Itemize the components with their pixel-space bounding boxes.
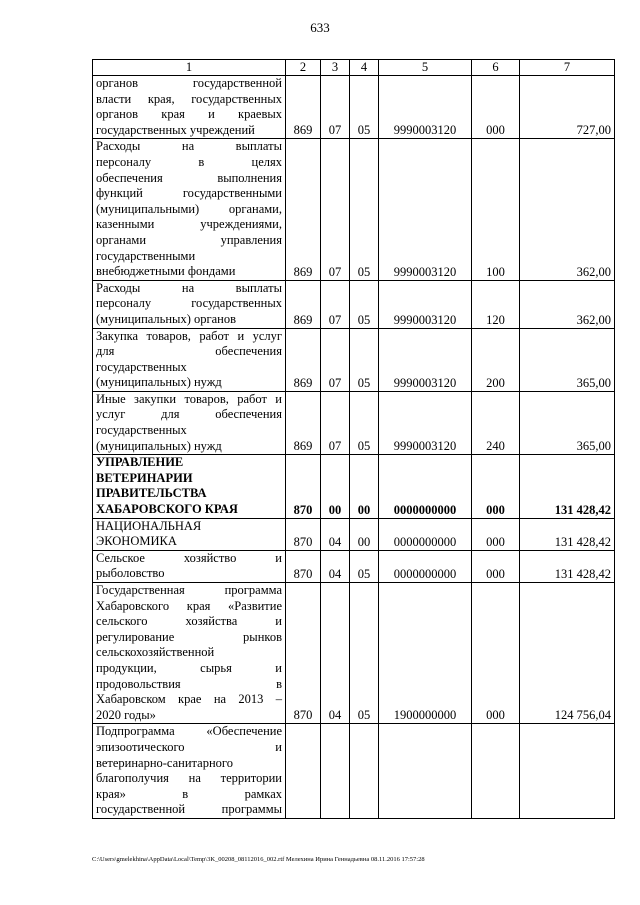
description-line: государственных учреждений <box>96 122 255 137</box>
expense-type-code: 000 <box>472 76 520 139</box>
description-line: Расходы на выплаты <box>96 139 282 154</box>
description-line: ветеринарно-санитарного <box>96 755 233 770</box>
description-line: Закупка товаров, работ и услуг <box>96 328 282 343</box>
page-number: 633 <box>310 20 330 35</box>
description-line: персоналу государственных <box>96 296 282 311</box>
expense-description <box>93 724 286 819</box>
description-line: (муниципальных) нужд <box>96 375 222 390</box>
description-line: функций государственными <box>96 186 282 201</box>
column-header: 3 <box>321 60 350 76</box>
subsection-code: 05 <box>350 583 379 724</box>
description-line: рыболовство <box>96 566 165 581</box>
description-line: УПРАВЛЕНИЕ <box>96 455 184 470</box>
expense-type-code: 100 <box>472 139 520 280</box>
description-line: сельскохозяйственной <box>96 645 215 660</box>
description-line: продукции, сырья и <box>96 660 282 675</box>
subsection-code: 05 <box>350 76 379 139</box>
ministry-code: 870 <box>286 550 321 582</box>
section-code: 07 <box>321 76 350 139</box>
target-article-code: 0000000000 <box>379 455 472 518</box>
description-line: НАЦИОНАЛЬНАЯ <box>96 518 202 533</box>
table-row <box>93 391 615 454</box>
description-line: Государственная программа <box>96 583 282 597</box>
target-article-code: 9990003120 <box>379 139 472 280</box>
section-code: 00 <box>321 455 350 518</box>
target-article-code <box>379 724 472 819</box>
description-line: (муниципальных) нужд <box>96 438 222 453</box>
ministry-code <box>286 724 321 819</box>
description-line: государственными <box>96 248 196 263</box>
column-header: 5 <box>379 60 472 76</box>
description-line: государственной программы <box>96 802 282 817</box>
table-row <box>93 455 615 518</box>
table-row <box>93 328 615 391</box>
table-row <box>93 583 615 724</box>
subsection-code: 00 <box>350 518 379 550</box>
ministry-code: 870 <box>286 455 321 518</box>
table-header-row <box>93 60 615 76</box>
file-path-footer: C:\Users\gmelekhina\AppData\Local\Temp\3K_00208_08112016_002.rtf Мелехина Ирина Геннадьевна 08.11.2016 17:57:28 <box>92 856 425 863</box>
table-row <box>93 550 615 582</box>
description-line: благополучия на территории <box>96 771 282 786</box>
ministry-code: 870 <box>286 518 321 550</box>
column-header: 1 <box>93 60 286 76</box>
description-line: услуг для обеспечения <box>96 407 282 422</box>
description-line: эпизоотического и <box>96 739 282 754</box>
subsection-code: 00 <box>350 455 379 518</box>
section-code: 04 <box>321 550 350 582</box>
target-article-code: 1900000000 <box>379 583 472 724</box>
description-line: внебюджетными фондами <box>96 264 236 279</box>
description-line: для обеспечения <box>96 344 282 359</box>
expense-type-code: 120 <box>472 280 520 328</box>
description-line: органов государственной <box>96 76 282 90</box>
column-header: 7 <box>520 60 615 76</box>
section-code: 07 <box>321 391 350 454</box>
description-line: (муниципальными) органами, <box>96 201 282 216</box>
budget-table <box>92 59 615 819</box>
description-line: власти края, государственных <box>96 91 282 106</box>
section-code: 04 <box>321 518 350 550</box>
expense-type-code: 240 <box>472 391 520 454</box>
ministry-code: 869 <box>286 280 321 328</box>
description-line: ЭКОНОМИКА <box>96 534 177 549</box>
expense-description <box>93 280 286 328</box>
expense-description <box>93 583 286 724</box>
amount: 124 756,04 <box>520 583 615 724</box>
description-line: Иные закупки товаров, работ и <box>96 391 282 406</box>
subsection-code: 05 <box>350 280 379 328</box>
description-line: казенными учреждениями, <box>96 217 282 232</box>
description-line: Хабаровском крае на 2013 – <box>96 692 282 707</box>
amount: 131 428,42 <box>520 518 615 550</box>
column-header: 4 <box>350 60 379 76</box>
expense-type-code: 000 <box>472 455 520 518</box>
description-line: персоналу в целях <box>96 154 282 169</box>
target-article-code: 9990003120 <box>379 328 472 391</box>
description-line: государственных <box>96 359 187 374</box>
expense-type-code: 000 <box>472 518 520 550</box>
expense-description <box>93 139 286 280</box>
description-line: государственных <box>96 423 187 438</box>
amount: 365,00 <box>520 391 615 454</box>
description-line: сельского хозяйства и <box>96 614 282 629</box>
amount: 727,00 <box>520 76 615 139</box>
section-code: 07 <box>321 280 350 328</box>
ministry-code: 869 <box>286 139 321 280</box>
expense-description <box>93 550 286 582</box>
ministry-code: 869 <box>286 76 321 139</box>
section-code: 04 <box>321 583 350 724</box>
table-body <box>93 76 615 819</box>
target-article-code: 9990003120 <box>379 280 472 328</box>
ministry-code: 869 <box>286 391 321 454</box>
description-line: органов края и краевых <box>96 107 282 122</box>
description-line: обеспечения выполнения <box>96 170 282 185</box>
description-line: Подпрограмма «Обеспечение <box>96 724 282 739</box>
description-line: (муниципальных) органов <box>96 311 237 326</box>
table-row <box>93 724 615 819</box>
expense-description <box>93 455 286 518</box>
section-code: 07 <box>321 139 350 280</box>
ministry-code: 870 <box>286 583 321 724</box>
subsection-code: 05 <box>350 139 379 280</box>
description-line: Расходы на выплаты <box>96 280 282 295</box>
expense-type-code: 000 <box>472 583 520 724</box>
target-article-code: 9990003120 <box>379 76 472 139</box>
column-header: 2 <box>286 60 321 76</box>
expense-description <box>93 328 286 391</box>
column-header: 6 <box>472 60 520 76</box>
amount: 365,00 <box>520 328 615 391</box>
amount: 362,00 <box>520 139 615 280</box>
subsection-code: 05 <box>350 550 379 582</box>
subsection-code: 05 <box>350 328 379 391</box>
expense-type-code: 200 <box>472 328 520 391</box>
description-line: ПРАВИТЕЛЬСТВА <box>96 486 207 501</box>
target-article-code: 0000000000 <box>379 518 472 550</box>
target-article-code: 0000000000 <box>379 550 472 582</box>
section-code: 07 <box>321 328 350 391</box>
table-row <box>93 139 615 280</box>
amount: 131 428,42 <box>520 455 615 518</box>
description-line: органами управления <box>96 232 282 247</box>
description-line: Сельское хозяйство и <box>96 550 282 565</box>
table-row <box>93 76 615 139</box>
expense-description <box>93 76 286 139</box>
amount: 131 428,42 <box>520 550 615 582</box>
subsection-code: 05 <box>350 391 379 454</box>
amount: 362,00 <box>520 280 615 328</box>
description-line: ВЕТЕРИНАРИИ <box>96 470 193 485</box>
description-line: ХАБАРОВСКОГО КРАЯ <box>96 502 238 517</box>
ministry-code: 869 <box>286 328 321 391</box>
expense-type-code: 000 <box>472 550 520 582</box>
expense-description <box>93 391 286 454</box>
description-line: 2020 годы» <box>96 707 156 722</box>
table-row <box>93 280 615 328</box>
expense-description <box>93 518 286 550</box>
expense-type-code <box>472 724 520 819</box>
amount <box>520 724 615 819</box>
section-code <box>321 724 350 819</box>
table-row <box>93 518 615 550</box>
target-article-code: 9990003120 <box>379 391 472 454</box>
subsection-code <box>350 724 379 819</box>
description-line: регулирование рынков <box>96 629 282 644</box>
description-line: продовольствия в <box>96 676 282 691</box>
description-line: края» в рамках <box>96 786 282 801</box>
description-line: Хабаровского края «Развитие <box>96 598 282 613</box>
